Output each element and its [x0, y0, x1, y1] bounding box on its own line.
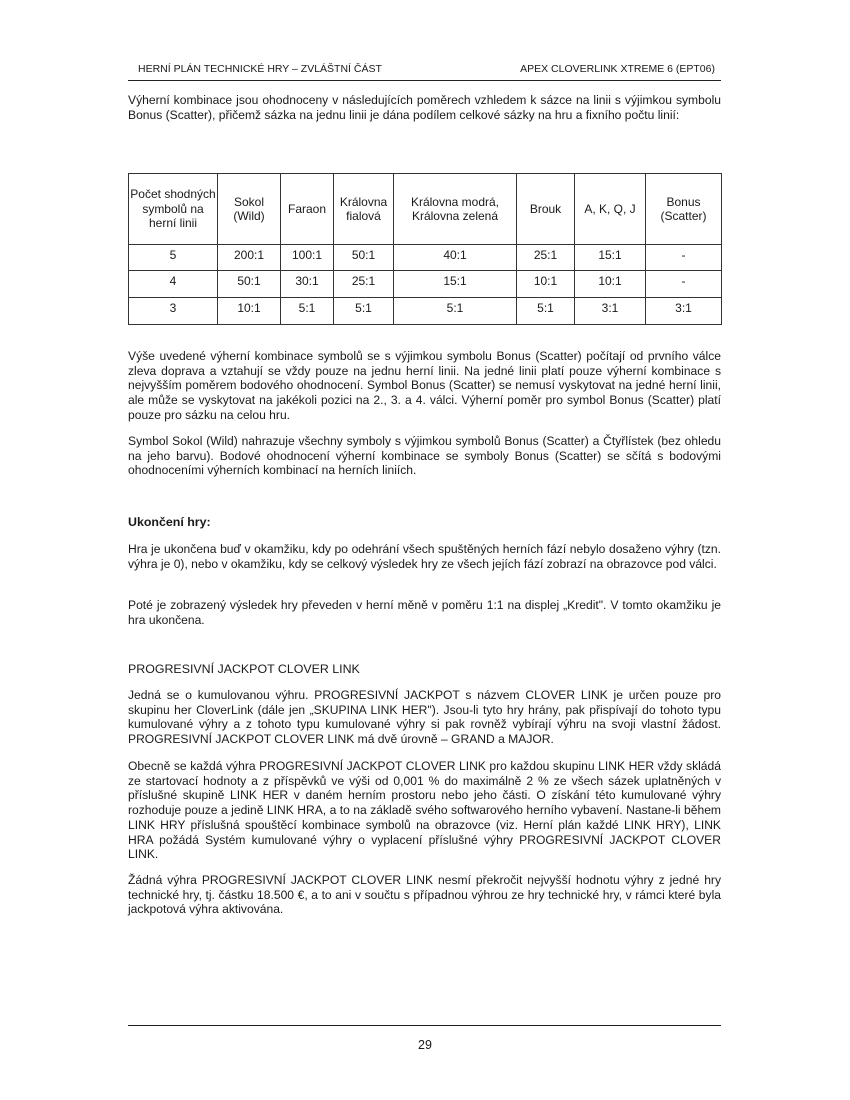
table-cell: 10:1: [517, 271, 575, 298]
header-game-title: APEX CLOVERLINK XTREME 6 (EPT06): [520, 63, 715, 75]
table-cell: 10:1: [218, 298, 281, 325]
table-cell: 3:1: [646, 298, 722, 325]
end-of-game-heading: Ukončení hry:: [128, 515, 211, 529]
column-header-akqj: A, K, Q, J: [575, 174, 646, 245]
table-cell: 40:1: [394, 245, 517, 271]
table-cell: 15:1: [394, 271, 517, 298]
table-cell: -: [646, 245, 722, 271]
jackpot-paragraph-2: Obecně se každá výhra PROGRESIVNÍ JACKPOT CLOVER LINK pro každou skupinu LINK HER vždy skládá ze startovací hodnoty a z příspěvků ve výši od 0,001 % do maximálně 2 % ze všech sázek uplatněných v příslušné skupině LINK HER v daném herním prostoru nebo jeho části. O získání této kumulované výhry rozhoduje pouze a jedině LINK HRA, a to na základě svého softwarového herního vybavení. Nastane-li během LINK HRY příslušná spouštěcí kombinace symbolů na obrazovce (viz. Herní plán každé LINK HRY), LINK HRA požádá Systém kumulované výhry o vyplacení příslušné výhry PROGRESIVNÍ JACKPOT CLOVER LINK.: [128, 759, 721, 862]
table-cell: 5:1: [517, 298, 575, 325]
table-cell: 25:1: [334, 271, 394, 298]
table-cell: 5:1: [281, 298, 334, 325]
header-document-title: HERNÍ PLÁN TECHNICKÉ HRY – ZVLÁŠTNÍ ČÁST: [138, 63, 382, 75]
column-header-sokol: Sokol (Wild): [218, 174, 281, 245]
table-cell: 50:1: [218, 271, 281, 298]
table-cell: 10:1: [575, 271, 646, 298]
page-header: [128, 61, 721, 81]
table-cell: 100:1: [281, 245, 334, 271]
table-cell: 30:1: [281, 271, 334, 298]
end-of-game-paragraph-2: Poté je zobrazený výsledek hry převeden v herní měně v poměru 1:1 na displej „Kredit". V tomto okamžiku je hra ukončena.: [128, 598, 721, 627]
table-row: [129, 298, 722, 325]
table-cell: 50:1: [334, 245, 394, 271]
footer-divider: [128, 1025, 721, 1026]
payout-table: [128, 173, 722, 325]
table-cell: 25:1: [517, 245, 575, 271]
table-cell: 5:1: [334, 298, 394, 325]
table-row: [129, 245, 722, 271]
table-cell: 3:1: [575, 298, 646, 325]
table-cell: 3: [129, 298, 218, 325]
column-header-bonus: Bonus (Scatter): [646, 174, 722, 245]
page-number: 29: [418, 1038, 432, 1052]
scatter-rules-paragraph: Výše uvedené výherní kombinace symbolů se s výjimkou symbolu Bonus (Scatter) počítají od prvního válce zleva doprava a vztahují se vždy pouze na jednu herní linii. Na jedné linii platí pouze výherní kombinace s nejvyšším poměrem bodového ohodnocení. Symbol Bonus (Scatter) se nemusí vyskytovat na jedné herní linii, ale může se vyskytovat na jakékoli pozici na 2., 3. a 4. válci. Výherní poměr pro symbol Bonus (Scatter) platí pouze pro sázku na celou hru.: [128, 349, 721, 422]
column-header-faraon: Faraon: [281, 174, 334, 245]
table-cell: 5: [129, 245, 218, 271]
table-cell: -: [646, 271, 722, 298]
table-cell: 4: [129, 271, 218, 298]
jackpot-heading: PROGRESIVNÍ JACKPOT CLOVER LINK: [128, 662, 360, 676]
intro-paragraph: Výherní kombinace jsou ohodnoceny v následujících poměrech vzhledem k sázce na linii s výjimkou symbolu Bonus (Scatter), přičemž sázka na jednu linii je dána podílem celkové sázky na hru a fixního počtu linií:: [128, 93, 721, 122]
jackpot-paragraph-1: Jedná se o kumulovanou výhru. PROGRESIVNÍ JACKPOT s názvem CLOVER LINK je určen pouze pro skupinu her CloverLink (dále jen „SKUPINA LINK HER"). Jsou-li tyto hry hrány, pak přispívají do tohoto typu kumulované výhry a z tohoto typu kumulované výhry si pak rovněž vybírají výhru na svoji vlastní žádost. PROGRESIVNÍ JACKPOT CLOVER LINK má dvě úrovně – GRAND a MAJOR.: [128, 688, 721, 747]
table-header-row: [129, 174, 722, 245]
column-header-count: Počet shodných symbolů na herní linii: [129, 174, 218, 245]
header-divider: [128, 80, 721, 81]
end-of-game-paragraph-1: Hra je ukončena buď v okamžiku, kdy po odehrání všech spuštěných herních fází nebylo dosaženo výhry (tzn. výhra je 0), nebo v okamžiku, kdy se celkový výsledek hry ze všech jejích fází zobrazí na obrazovce pod válci.: [128, 542, 721, 571]
table-cell: 5:1: [394, 298, 517, 325]
wild-rules-paragraph: Symbol Sokol (Wild) nahrazuje všechny symboly s výjimkou symbolů Bonus (Scatter) a Čtyřlístek (bez ohledu na jeho barvu). Bodové ohodnocení výherní kombinace se symboly Bonus (Scatter) se sčítá s bodovými ohodnoceními výherních kombinací na herních liniích.: [128, 434, 721, 478]
jackpot-paragraph-3: Žádná výhra PROGRESIVNÍ JACKPOT CLOVER LINK nesmí překročit nejvyšší hodnotu výhry z jedné hry technické hry, tj. částku 18.500 €, a to ani v součtu s případnou výhrou ze hry technické hry, v rámci které byla jackpotová výhra aktivována.: [128, 873, 721, 917]
table-row: [129, 271, 722, 298]
column-header-brouk: Brouk: [517, 174, 575, 245]
table-cell: 15:1: [575, 245, 646, 271]
column-header-kralovna-modra-zelena: Královna modrá, Královna zelená: [394, 174, 517, 245]
column-header-kralovna-fialova: Královna fialová: [334, 174, 394, 245]
table-cell: 200:1: [218, 245, 281, 271]
